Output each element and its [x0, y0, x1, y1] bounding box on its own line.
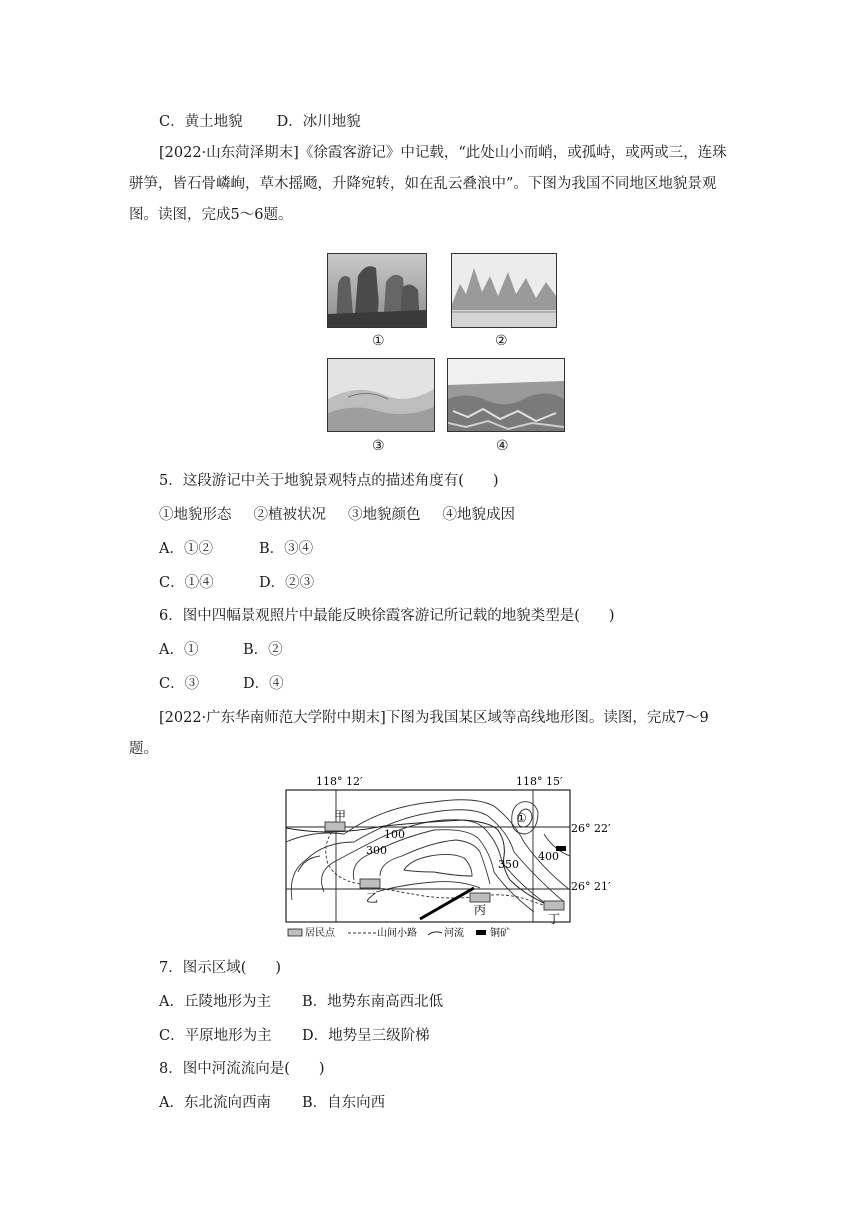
- legend-copper: 铜矿: [490, 928, 510, 939]
- legend-settlement-swatch: [288, 929, 302, 936]
- q6-option-b: B．②: [243, 642, 283, 658]
- photo-2-karst-peaks: [451, 253, 557, 328]
- contour-label-400: 400: [538, 850, 559, 863]
- place-jia-label: 甲: [334, 809, 347, 823]
- q8-option-a: A．东北流向西南: [159, 1095, 271, 1111]
- settlement-ding: [544, 901, 564, 910]
- photo-4-label: ④: [496, 438, 509, 454]
- q5-option-a: A．①②: [159, 541, 213, 557]
- map-legend: [288, 926, 510, 939]
- q6-options-cd: [159, 674, 284, 694]
- lon-right-label: 118° 15′: [516, 775, 563, 788]
- legend-settlement: 居民点: [305, 928, 335, 939]
- place-yi-label: 乙: [366, 891, 379, 905]
- q5-item-1: ①地貌形态: [159, 507, 232, 523]
- q8-options-ab: [159, 1093, 385, 1113]
- place-ding-label: 丁: [548, 912, 561, 926]
- lon-left-label: 118° 12′: [316, 775, 363, 788]
- q7-options-cd: [159, 1026, 430, 1046]
- q4-option-d: D．冰川地貌: [276, 114, 361, 130]
- q6-option-a: A．①: [159, 642, 199, 658]
- q5-items: [159, 505, 515, 525]
- contour-lines: [286, 800, 570, 912]
- q6-option-c: C．③: [159, 676, 200, 692]
- q4-option-c: C．黄土地貌: [159, 114, 243, 130]
- q5-option-c: C．①④: [159, 575, 214, 591]
- q8-stem: 8．图中河流流向是( ): [159, 1061, 325, 1077]
- q4-options: [159, 112, 361, 132]
- q7-option-c: C．平原地形为主: [159, 1028, 272, 1044]
- photo-2-label: ②: [495, 333, 508, 349]
- photo-1-label: ①: [372, 333, 385, 349]
- legend-copper-swatch: [476, 930, 486, 935]
- q5-item-3: ③地貌颜色: [348, 507, 421, 523]
- mountain-path: [326, 832, 554, 908]
- photo-1-rock-pillars: [327, 253, 427, 328]
- q5-item-4: ④地貌成因: [442, 507, 515, 523]
- legend-river: 河流: [444, 928, 464, 939]
- q5-options-cd: [159, 573, 314, 593]
- q5-option-d: D．②③: [259, 575, 315, 591]
- photo-3-desert-dunes: [327, 358, 435, 432]
- copper-mine-belt: [420, 888, 474, 919]
- contour-label-350: 350: [498, 858, 519, 871]
- settlement-jia: [325, 822, 345, 831]
- q6-stem: 6．图中四幅景观照片中最能反映徐霞客游记所记载的地貌类型是( ): [159, 608, 615, 624]
- contour-label-300: 300: [366, 844, 387, 857]
- lat-bottom-label: 26° 21′: [571, 880, 611, 893]
- q7-options-ab: [159, 992, 443, 1012]
- q7-option-d: D．地势呈三级阶梯: [302, 1028, 430, 1044]
- contour-map: [284, 772, 664, 942]
- q6-option-d: D．④: [243, 676, 284, 692]
- photo-3-label: ③: [372, 438, 385, 454]
- q8-option-b: B．自东向西: [302, 1095, 386, 1111]
- photo-4-loess-plateau: [447, 358, 565, 432]
- legend-path: 山间小路: [377, 928, 417, 939]
- lat-top-label: 26° 22′: [571, 822, 611, 835]
- q5-stem: 5．这段游记中关于地貌景观特点的描述角度有( ): [159, 473, 499, 489]
- contour-label-100: 100: [384, 828, 405, 841]
- q6-options-ab: [159, 640, 283, 660]
- q7-option-a: A．丘陵地形为主: [159, 994, 271, 1010]
- q7-stem: 7．图示区域( ): [159, 960, 282, 976]
- intro-7-9: [2022·广东华南师范大学附中期末]下图为我国某区域等高线地形图。读图，完成7～9题。: [129, 710, 709, 757]
- settlement-bing: [470, 893, 490, 902]
- q5-option-b: B．③④: [259, 541, 314, 557]
- intro-5-6: [2022·山东菏泽期末]《徐霞客游记》中记载，“此处山小而峭，或孤峙，或两或三，连珠骈笋，皆石骨嶙峋，草木摇飏，升降宛转，如在乱云叠浪中”。下图为我国不同地区地貌景观图。读图，完成5～6题。: [129, 145, 727, 223]
- legend-river-swatch: [428, 932, 442, 935]
- q7-option-b: B．地势东南高西北低: [302, 994, 444, 1010]
- settlement-yi: [360, 879, 380, 888]
- place-bing-label: 丙: [474, 903, 487, 917]
- q5-options-ab: [159, 539, 313, 559]
- q5-item-2: ②植被状况: [253, 507, 326, 523]
- peak-label: ①: [516, 811, 527, 825]
